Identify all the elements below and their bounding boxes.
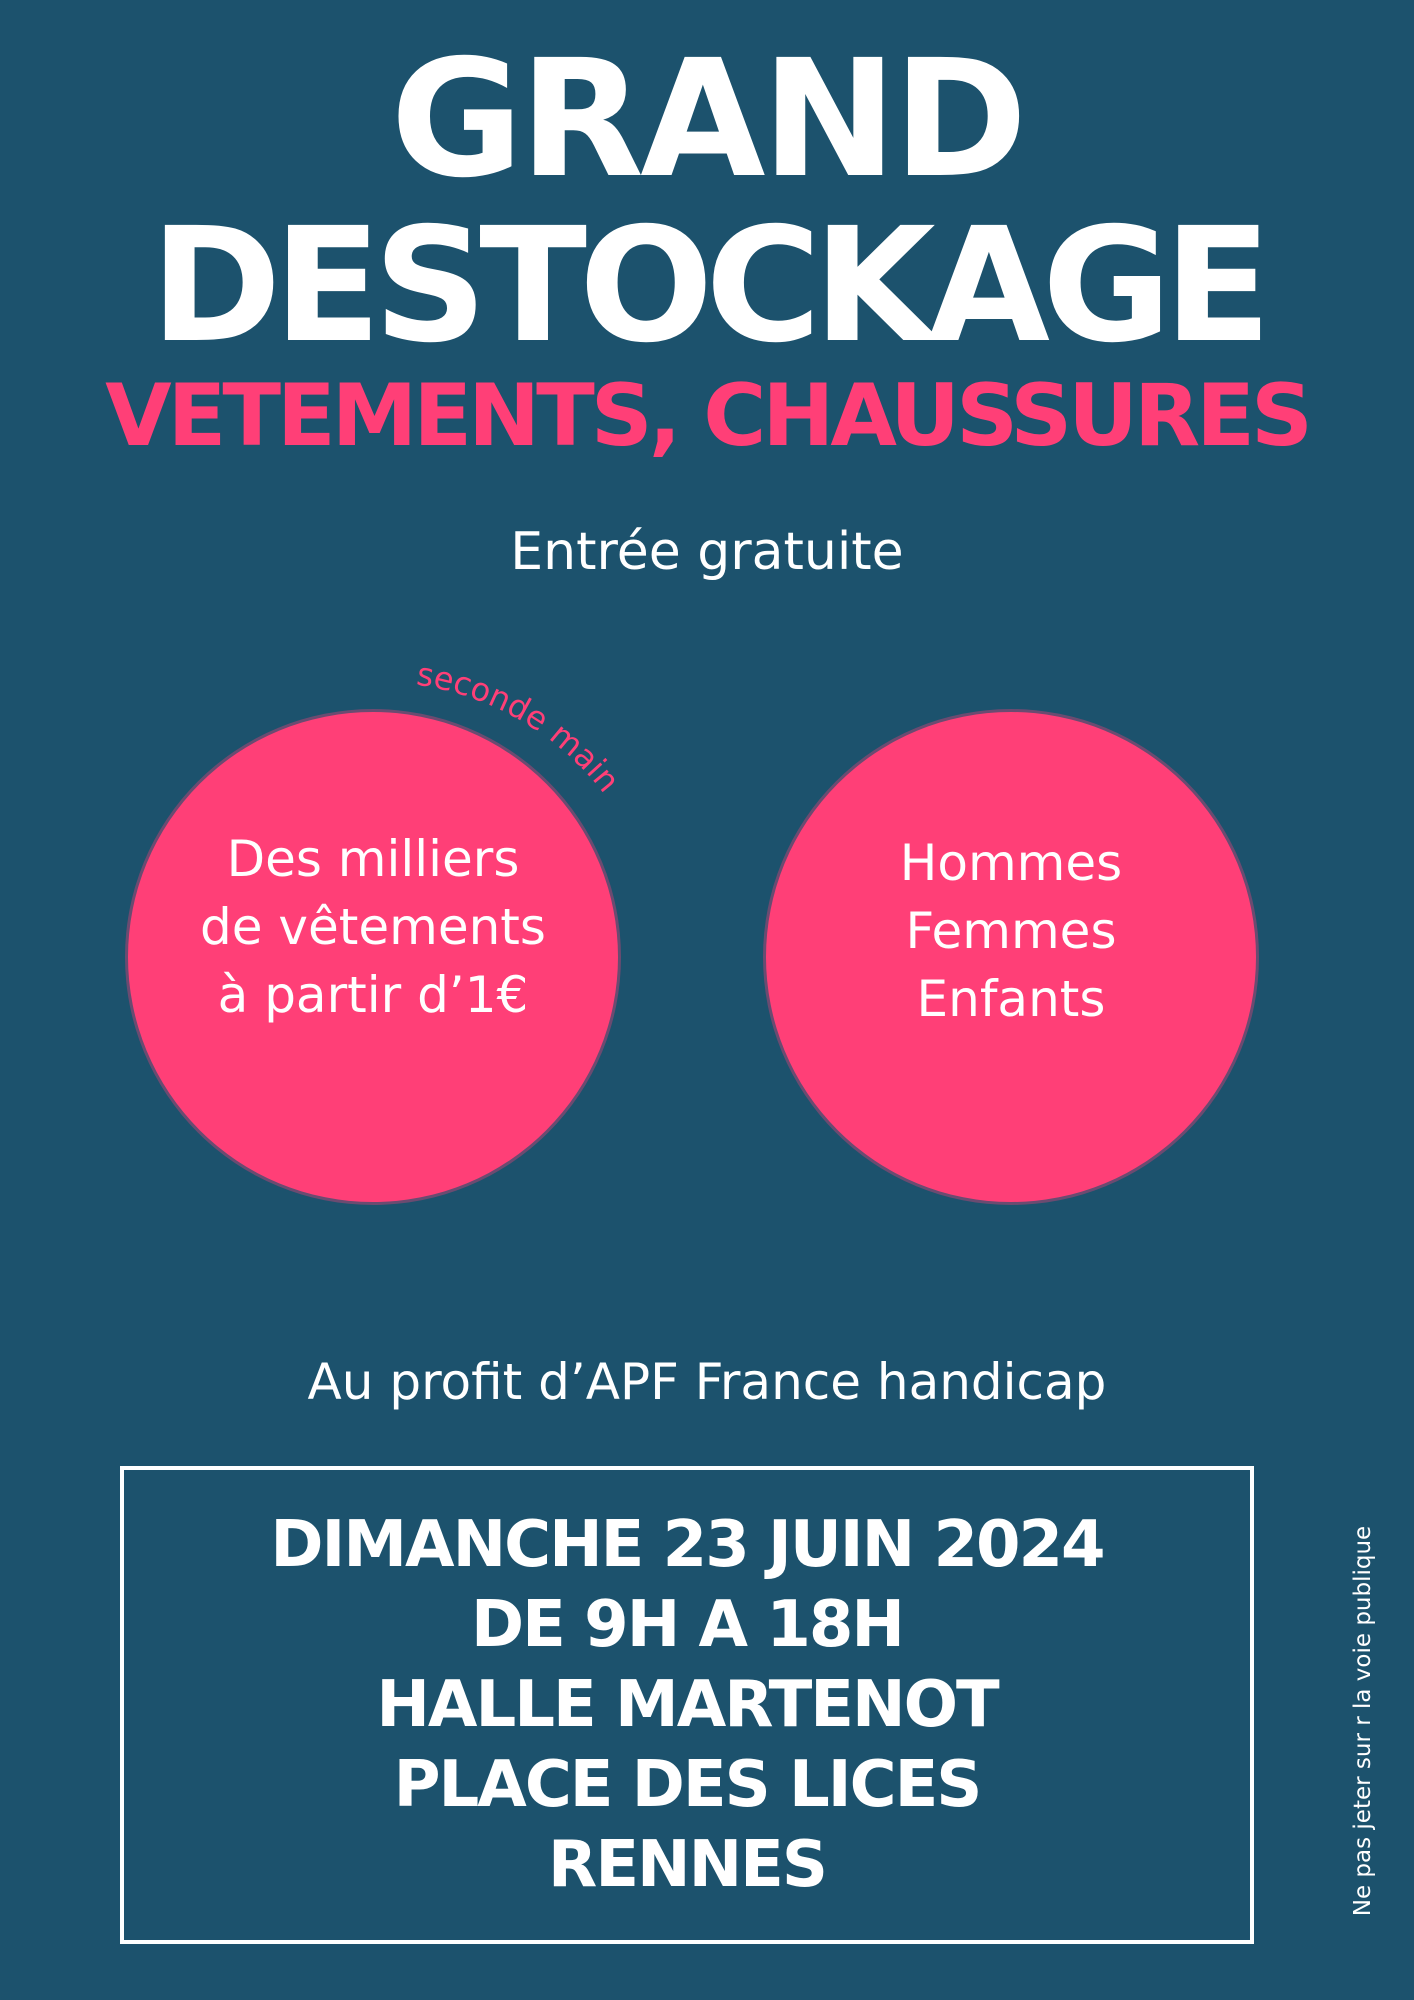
event-place: PLACE DES LICES xyxy=(393,1748,981,1822)
circle-prices-line3: à partir d’1€ xyxy=(217,966,529,1024)
circle-audience-text xyxy=(900,829,1122,1033)
event-date: DIMANCHE 23 JUIN 2024 xyxy=(270,1508,1104,1582)
arc-label-second-hand: seconde main xyxy=(414,654,628,800)
subtitle-categories: VETEMENTS, CHAUSSURES xyxy=(105,366,1309,466)
title-destockage: DESTOCKAGE xyxy=(150,194,1264,378)
circle-audience xyxy=(766,712,1256,1202)
free-entry-text: Entrée gratuite xyxy=(510,522,904,582)
event-hours: DE 9H A 18H xyxy=(471,1588,903,1662)
event-venue: HALLE MARTENOT xyxy=(376,1668,998,1742)
circle-prices-line1: Des milliers xyxy=(226,830,520,888)
event-city: RENNES xyxy=(548,1828,826,1902)
circle-prices-text xyxy=(200,825,546,1029)
title-grand: GRAND xyxy=(390,26,1024,214)
circle-audience-line1: Hommes xyxy=(899,834,1123,892)
circle-audience-line3: Enfants xyxy=(916,970,1106,1028)
circle-prices-line2: de vêtements xyxy=(200,898,546,956)
circle-audience-line2: Femmes xyxy=(905,902,1117,960)
circle-prices xyxy=(128,712,618,1202)
disposal-notice: Ne pas jeter sur r la voie publique xyxy=(1350,1525,1376,1917)
charity-text: Au profit d’APF France handicap xyxy=(307,1353,1107,1411)
event-info-box xyxy=(120,1466,1254,1944)
